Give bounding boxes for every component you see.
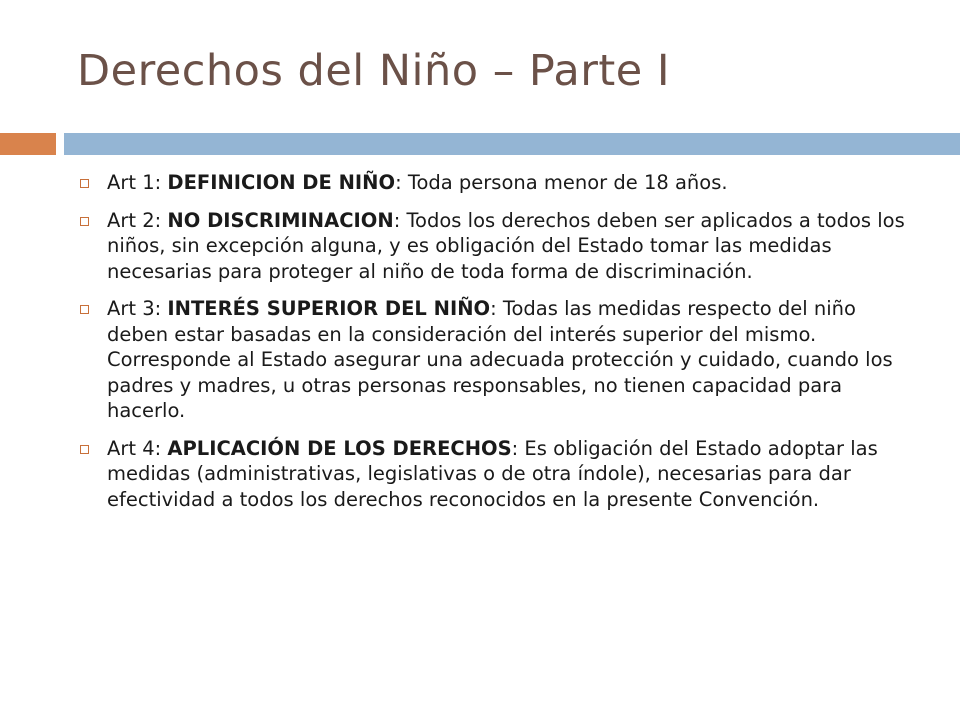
list-item-art-2 — [80, 208, 920, 285]
item-heading: NO DISCRIMINACION — [167, 208, 394, 232]
square-bullet-icon — [80, 217, 89, 226]
square-bullet-icon — [80, 445, 89, 454]
item-heading: APLICACIÓN DE LOS DERECHOS — [167, 436, 512, 460]
item-prefix: Art 3: — [107, 297, 168, 320]
list-item-art-3 — [80, 296, 920, 424]
list-item-art-1 — [80, 170, 920, 196]
bullet-list — [80, 170, 920, 524]
item-text — [107, 436, 920, 513]
square-bullet-icon — [80, 305, 89, 314]
item-body: : Es obligación del Estado adoptar las medidas (administrativas, legislativas o de otra índole), necesarias para dar efectividad a todos los derechos reconocidos en la presente Convención. — [107, 436, 878, 511]
item-prefix: Art 4: — [107, 436, 168, 460]
item-heading: DEFINICION DE NIÑO — [167, 171, 396, 194]
accent-bar-blue — [64, 133, 960, 155]
item-prefix: Art 1: — [107, 171, 168, 194]
item-prefix: Art 2: — [107, 208, 168, 232]
square-bullet-icon — [80, 179, 89, 188]
item-body: : Todos los derechos deben ser aplicados a todos los niños, sin excepción alguna, y es obligación del Estado tomar las medidas necesarias para proteger al niño de toda forma de discriminación. — [107, 208, 905, 283]
item-text — [107, 296, 920, 424]
item-text — [107, 170, 920, 196]
item-text — [107, 208, 920, 285]
slide-title: Derechos del Niño – Parte I — [77, 46, 671, 96]
item-body: : Toda persona menor de 18 años. — [395, 171, 728, 194]
item-heading: INTERÉS SUPERIOR DEL NIÑO — [167, 297, 491, 320]
list-item-art-4 — [80, 436, 920, 513]
item-body: : Todas las medidas respecto del niño deben estar basadas en la consideración del interés superior del mismo. Corresponde al Estado asegurar una adecuada protección y cuidado, cuando los padres y madres, u otras personas responsables, no tienen capacidad para hacerlo. — [107, 297, 893, 422]
accent-bar-orange — [0, 133, 56, 155]
